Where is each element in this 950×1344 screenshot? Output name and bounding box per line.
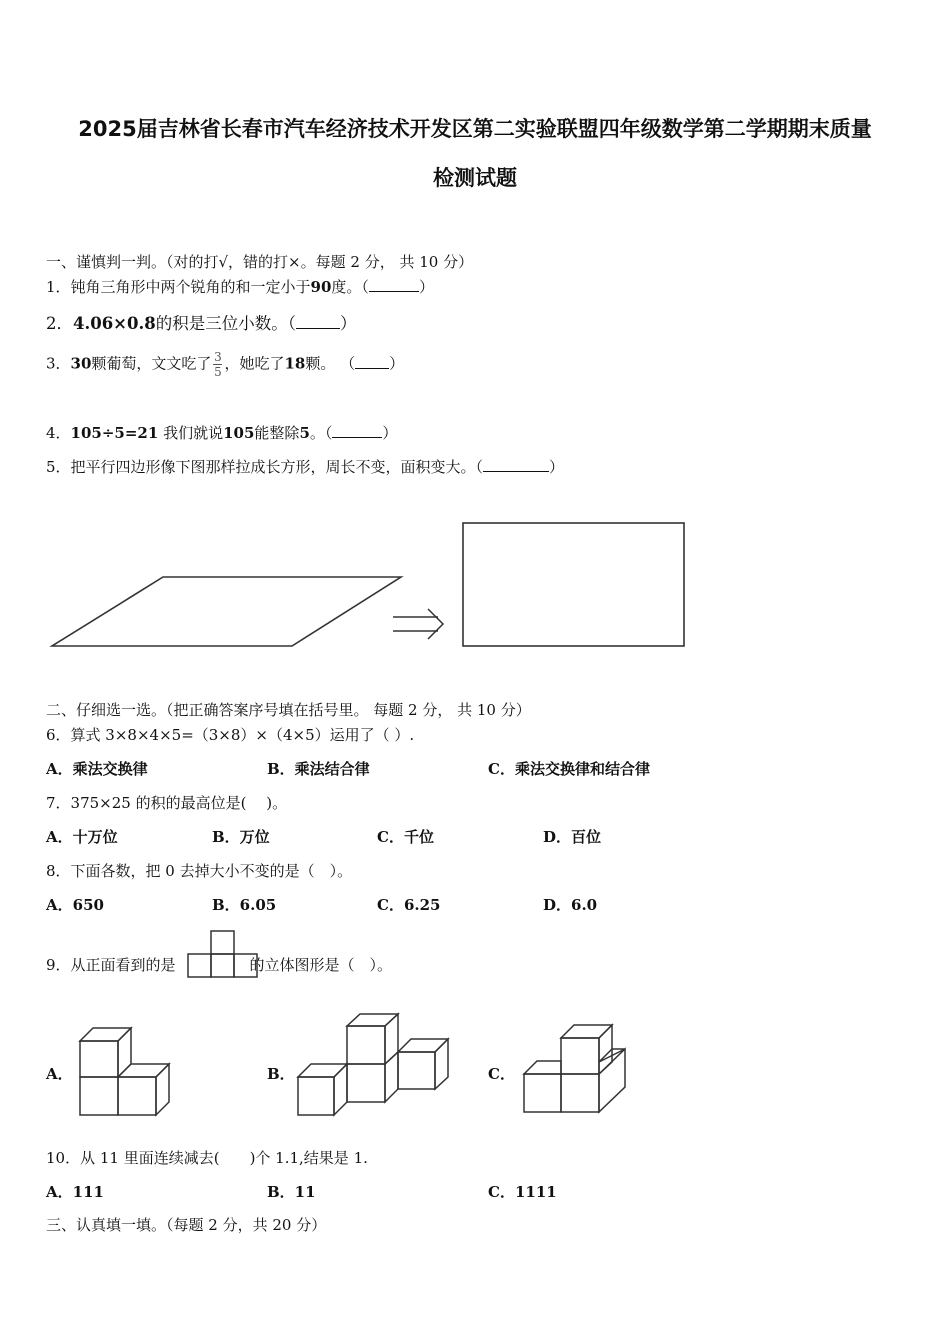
q3-fraction-denominator: 5 [214,365,222,379]
q3-number-30: 30 [70,354,92,373]
q4-close-paren: ） [382,424,398,442]
question-6: 6．算式 3×8×4×5=（3×8）×（4×5）运用了（ ）. [46,726,415,744]
q9-option-c[interactable]: C． [488,1065,515,1083]
q8-option-d[interactable]: D．6.0 [543,896,598,914]
q9-option-b[interactable]: B． [267,1065,295,1083]
q3-label: 3． [46,354,71,373]
q3-text-post: 颗。 （ [305,354,356,373]
q6-option-c[interactable]: C．乘法交换律和结合律 [488,760,650,778]
cube-figure-a [80,1028,169,1115]
q5-close-paren: ） [549,458,565,476]
q3-text: 颗葡萄，文文吃了 [91,354,212,373]
q9-text: 9．从正面看到的是 [46,956,176,974]
q3-close-paren: ） [389,354,405,373]
q9-option-a[interactable]: A． [46,1065,73,1083]
q10-option-a[interactable]: A．111 [46,1183,104,1201]
page-title-line2: 检测试题 [433,166,517,190]
q4-text-mid: 能整除 [254,424,300,442]
q4-text: 我们就说 [163,424,224,442]
q10-option-b[interactable]: B．11 [267,1183,316,1201]
section2-heading: 二、仔细选一选。（把正确答案序号填在括号里。 每题 2 分， 共 10 分） [46,701,531,719]
q3-text-mid: ，她吃了 [224,354,285,373]
page-title: 2025届吉林省长春市汽车经济技术开发区第二实验联盟四年级数学第二学期期末质量 [78,117,872,141]
cube-figure-b [298,1014,448,1115]
q6-option-b[interactable]: B．乘法结合律 [267,760,370,778]
q10-option-c[interactable]: C．1111 [488,1183,557,1201]
q1-close-paren: ） [418,278,434,296]
question-8: 8．下面各数，把 0 去掉大小不变的是（ ）。 [46,862,353,880]
q2-close-paren: ） [339,314,357,333]
q1-text: 1．钝角三角形中两个锐角的和一定小于 [46,278,311,296]
q3-fraction-numerator: 3 [214,350,222,364]
q7-option-c[interactable]: C．千位 [377,828,434,846]
q7-option-a[interactable]: A．十万位 [46,828,118,846]
q3-number-18: 18 [284,354,306,373]
q4-number-5: 5 [299,424,310,442]
section3-heading: 三、认真填一填。（每题 2 分，共 20 分） [46,1216,327,1234]
cube-figure-c [524,1025,625,1112]
section1-heading: 一、谨慎判一判。（对的打√，错的打×。每题 2 分， 共 10 分） [46,253,474,271]
q5-text: 5．把平行四边形像下图那样拉成长方形，周长不变，面积变大。（ [46,458,484,476]
q4-expression: 105÷5=21 [70,424,159,442]
q2-label: 2． [46,314,73,333]
q8-option-b[interactable]: B．6.05 [212,896,277,914]
q4-text-post: 。（ [309,424,333,442]
q8-option-c[interactable]: C．6.25 [377,896,441,914]
question-7: 7．375×25 的积的最高位是( )。 [46,794,288,812]
q1-text-post: 度。（ [331,278,369,296]
q4-label: 4． [46,424,71,442]
q9-text-post: 的立体图形是（ ）。 [249,956,393,974]
q8-option-a[interactable]: A．650 [46,896,104,914]
q7-option-b[interactable]: B．万位 [212,828,270,846]
q2-text: 的积是三位小数。（ [155,314,296,333]
q1-number: 90 [310,278,332,296]
q7-option-d[interactable]: D．百位 [543,828,602,846]
q2-expression: 4.06×0.8 [73,314,156,333]
q4-number-105: 105 [223,424,255,442]
question-10: 10．从 11 里面连续减去( )个 1.1,结果是 1. [46,1149,368,1167]
q6-option-a[interactable]: A．乘法交换律 [46,760,148,778]
